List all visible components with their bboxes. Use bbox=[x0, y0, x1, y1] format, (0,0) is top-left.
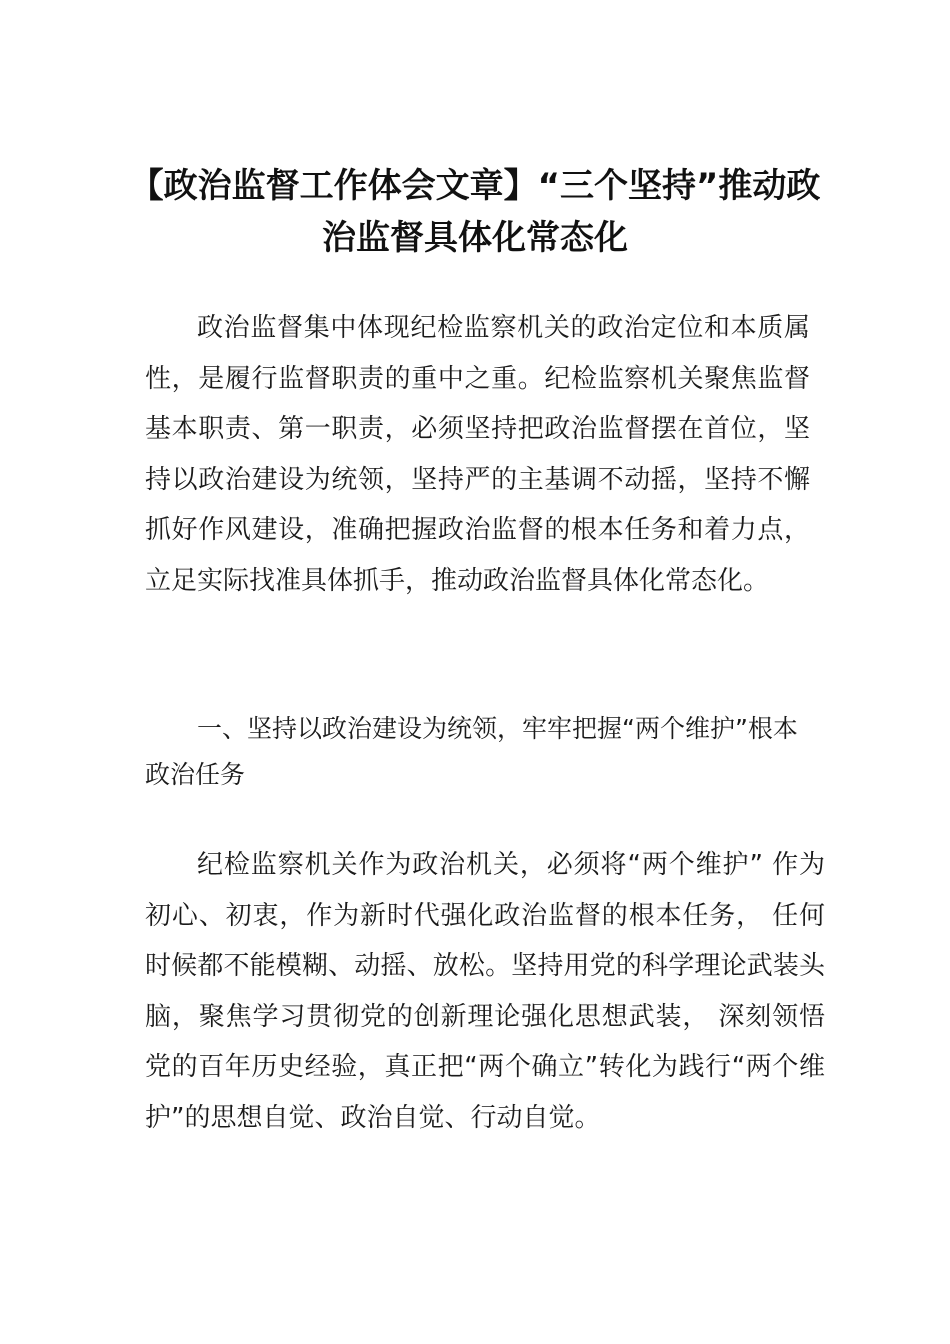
section-paragraph: 纪检监察机关作为政治机关，必须将“两个维护” 作为初心、初衷，作为新时代强化政治监督的根本任务， 任何时候都不能模糊、动摇、放松。坚持用党的科学理论武装头脑，聚焦学习贯彻党的创新理论强化思想武装， 深刻领悟党的百年历史经验，真正把“两个确立”转化为践行“两个维护”的思想自觉、政治自觉、行动自觉。 bbox=[145, 850, 825, 1133]
section-heading: 一、坚持以政治建设为统领，牢牢把握“两个维护”根本政治任务 bbox=[145, 714, 798, 789]
document-title: 【政治监督工作体会文章】“三个坚持”推动政治监督具体化常态化 bbox=[129, 166, 821, 258]
intro-paragraph: 政治监督集中体现纪检监察机关的政治定位和本质属性，是履行监督职责的重中之重。纪检监察机关聚焦监督基本职责、第一职责，必须坚持把政治监督摆在首位，坚持以政治建设为统领，坚持严的主基调不动摇，坚持不懈抓好作风建设，准确把握政治监督的根本任务和着力点，立足实际找准具体抓手，推动政治监督具体化常态化。 bbox=[145, 313, 810, 596]
